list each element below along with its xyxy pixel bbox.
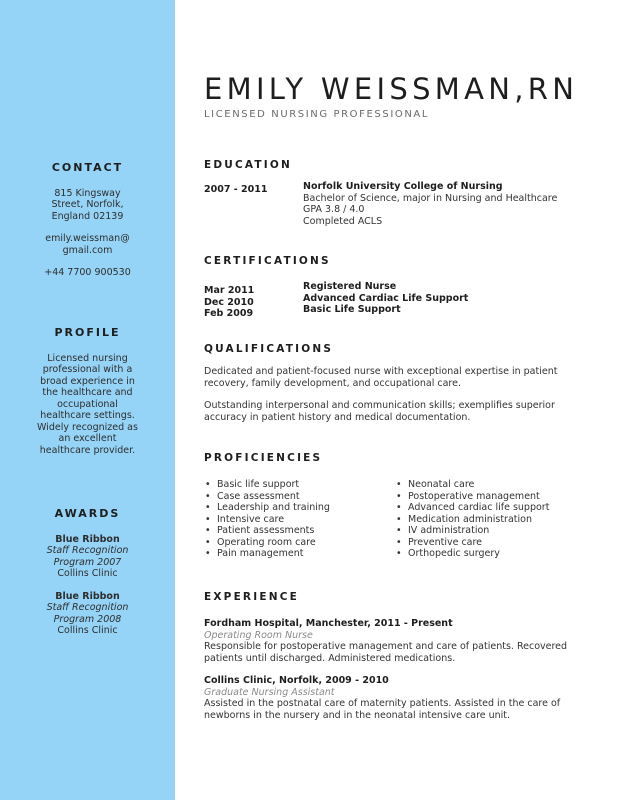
contact-heading: CONTACT	[51, 161, 124, 174]
profile-line: Widely recognized as	[37, 421, 138, 433]
profile-heading: PROFILE	[54, 326, 121, 339]
proficiency-item: • Medication administration	[396, 514, 549, 526]
job-role: Operating Room Nurse	[204, 629, 313, 641]
award-org: Collins Clinic	[57, 568, 118, 579]
profile-line: healthcare settings.	[40, 410, 135, 421]
proficiency-item: • Operating room care	[205, 537, 330, 549]
education-years: 2007 - 2011	[204, 184, 268, 195]
education-extra: Completed ACLS	[303, 215, 383, 227]
address-line: 815 Kingsway	[54, 187, 121, 199]
certifications-heading: CERTIFICATIONS	[204, 255, 331, 267]
awards-section	[0, 508, 175, 637]
job-desc-line: newborns in the nursery and in the neonatal intensive care unit.	[204, 709, 511, 721]
cert-date: Mar 2011	[204, 285, 255, 296]
proficiency-item: • Case assessment	[205, 491, 330, 503]
address-line: Street, Norfolk,	[51, 199, 124, 210]
job-description	[204, 641, 574, 664]
proficiency-item: • IV administration	[396, 525, 549, 537]
qualifications-line: accuracy in patient history and medical documentation.	[204, 411, 471, 423]
proficiency-item: • Neonatal care	[396, 479, 549, 491]
proficiency-item: • Postoperative management	[396, 491, 549, 503]
email-line[interactable]: gmail.com	[62, 244, 113, 256]
awards-heading: AWARDS	[54, 507, 121, 520]
qualifications-line: Outstanding interpersonal and communication skills; exemplifies superior	[204, 400, 555, 411]
proficiency-item: • Patient assessments	[205, 525, 330, 537]
profile-line: Licensed nursing	[47, 352, 128, 364]
address-line: England 02139	[51, 210, 124, 222]
profile-section	[0, 327, 175, 456]
job-description	[204, 698, 574, 721]
job-role: Graduate Nursing Assistant	[204, 686, 335, 698]
email-line[interactable]: emily.weissman@	[45, 233, 130, 244]
job-desc-line: Assisted in the postnatal care of maternity patients. Assisted in the care of	[204, 698, 561, 709]
education-school: Norfolk University College of Nursing	[303, 181, 503, 192]
qualifications-paragraph	[204, 366, 574, 389]
proficiency-item: • Pain management	[205, 548, 330, 560]
cert-name: Registered Nurse	[303, 281, 397, 292]
award-org: Collins Clinic	[57, 625, 118, 636]
award-line: Program 2008	[53, 613, 122, 625]
proficiency-item: • Advanced cardiac life support	[396, 502, 549, 514]
award-item	[0, 534, 175, 580]
qualifications-line: Dedicated and patient-focused nurse with exceptional expertise in patient	[204, 366, 558, 377]
job-title: Fordham Hospital, Manchester, 2011 - Present	[204, 618, 453, 629]
cert-name: Advanced Cardiac Life Support	[303, 292, 469, 304]
proficiencies-list-right	[396, 479, 549, 560]
cert-date: Feb 2009	[204, 308, 254, 319]
profile-line: healthcare provider.	[39, 444, 136, 456]
award-line: Program 2007	[53, 556, 122, 568]
candidate-subtitle: LICENSED NURSING PROFESSIONAL	[204, 109, 430, 120]
education-heading: EDUCATION	[204, 159, 293, 171]
proficiency-item: • Leadership and training	[205, 502, 330, 514]
proficiency-item: • Preventive care	[396, 537, 549, 549]
qualifications-paragraph	[204, 400, 574, 423]
cert-name: Basic Life Support	[303, 304, 401, 315]
award-item	[0, 591, 175, 637]
award-line: Staff Recognition	[46, 545, 129, 556]
contact-section	[0, 162, 175, 279]
award-title: Blue Ribbon	[55, 590, 120, 602]
proficiencies-list-left	[205, 479, 330, 560]
award-line: Staff Recognition	[46, 602, 129, 613]
education-gpa: GPA 3.8 / 4.0	[303, 204, 365, 215]
profile-line: occupational	[57, 398, 118, 410]
qualifications-line: recovery, family development, and occupational care.	[204, 377, 461, 389]
proficiency-item: • Basic life support	[205, 479, 330, 491]
profile-line: broad experience in	[40, 375, 135, 387]
profile-line: the healthcare and	[42, 387, 133, 398]
proficiency-item: • Orthopedic surgery	[396, 548, 549, 560]
qualifications-heading: QUALIFICATIONS	[204, 343, 334, 355]
cert-date: Dec 2010	[204, 296, 254, 308]
phone: +44 7700 900530	[44, 267, 131, 278]
job-desc-line: Responsible for postoperative management and care of patients. Recovered	[204, 641, 568, 652]
proficiencies-heading: PROFICIENCIES	[204, 452, 323, 464]
proficiency-item: • Intensive care	[205, 514, 330, 526]
experience-heading: EXPERIENCE	[204, 591, 299, 603]
job-title: Collins Clinic, Norfolk, 2009 - 2010	[204, 675, 389, 686]
profile-line: professional with a	[42, 364, 133, 375]
candidate-name: EMILY WEISSMAN,RN	[204, 72, 579, 106]
job-desc-line: patients until discharged. Administered medications.	[204, 652, 456, 664]
education-degree: Bachelor of Science, major in Nursing and Healthcare	[303, 192, 558, 204]
profile-line: an excellent	[58, 433, 117, 444]
award-title: Blue Ribbon	[55, 533, 120, 545]
